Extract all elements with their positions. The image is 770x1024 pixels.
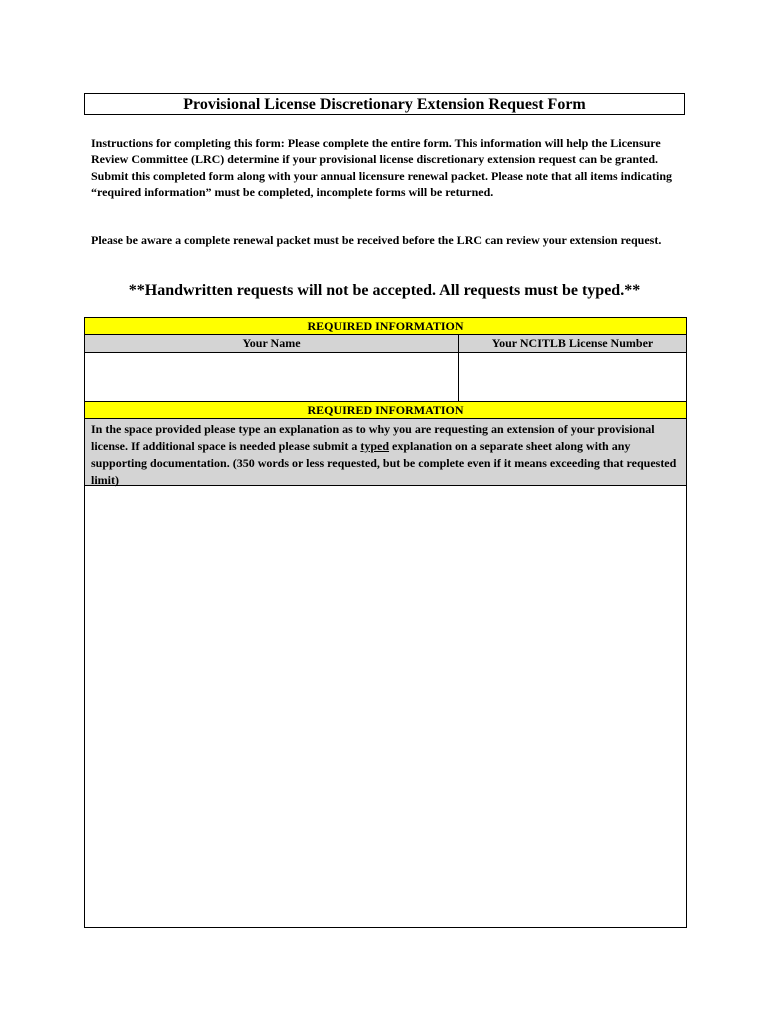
explanation-instructions xyxy=(85,419,686,486)
handwritten-warning: **Handwritten requests will not be accepted. All requests must be typed.** xyxy=(128,282,641,299)
renewal-notice-paragraph: Please be aware a complete renewal packet must be received before the LRC can review your extension request. xyxy=(91,233,662,247)
explanation-instructions-part1: In the space provided please type an explanation as to why you are requesting an extension of your provisional license. If additional space is needed please submit a xyxy=(91,422,655,453)
license-number-field[interactable] xyxy=(459,353,686,401)
typed-emphasis: typed xyxy=(360,439,390,453)
instructions-paragraph: Instructions for completing this form: Please complete the entire form. This information will help the Licensure Review Committee (LRC) determine if your provisional license discretionary extension request can be granted. Submit this completed form along with your annual licensure renewal packet. Please note that all items indicating “required information” must be completed, incomplete forms will be returned. xyxy=(91,136,672,200)
your-name-field[interactable] xyxy=(85,353,459,401)
explanation-field[interactable] xyxy=(85,486,686,927)
required-info-header-2: REQUIRED INFORMATION xyxy=(85,401,686,419)
request-form-table xyxy=(84,317,687,928)
explanation-instructions-part2: explanation on a separate sheet along with any supporting documentation. (350 words or less requested, but be complete even if it means exceeding that requested limit) xyxy=(91,439,677,487)
field-labels-row xyxy=(85,335,686,353)
form-title: Provisional License Discretionary Extension Request Form xyxy=(84,93,685,115)
your-name-label: Your Name xyxy=(85,335,459,352)
required-info-header: REQUIRED INFORMATION xyxy=(85,318,686,335)
license-number-label: Your NCITLB License Number xyxy=(491,336,654,350)
